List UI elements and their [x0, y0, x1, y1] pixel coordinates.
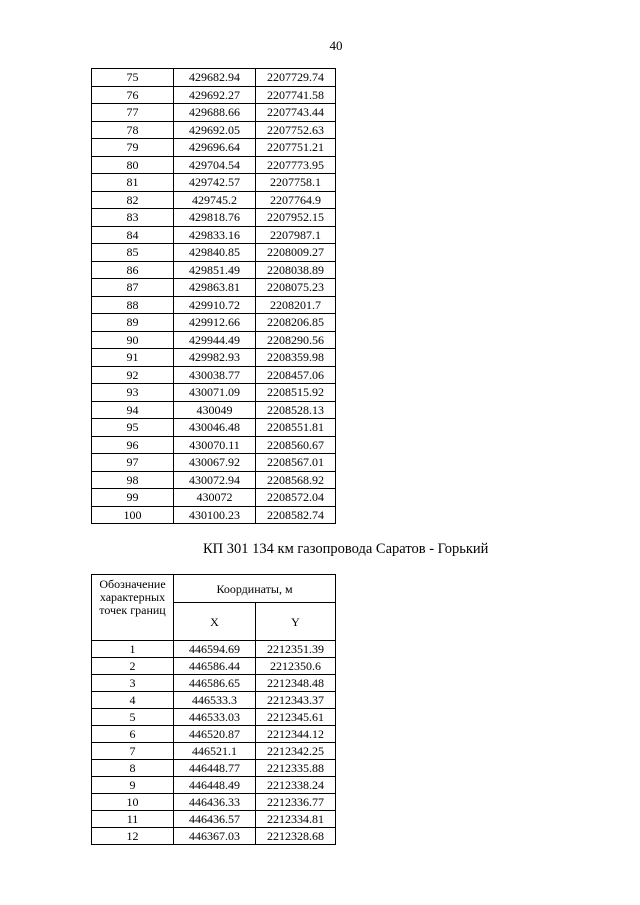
x-coordinate-cell: 446586.44 — [174, 658, 256, 675]
y-coordinate-cell: 2212342.25 — [256, 743, 336, 760]
point-number-cell: 9 — [92, 777, 174, 794]
y-coordinate-cell: 2207758.1 — [256, 174, 336, 192]
point-number-cell: 85 — [92, 244, 174, 262]
point-number-cell: 84 — [92, 226, 174, 244]
x-coordinate-cell: 430100.23 — [174, 506, 256, 524]
y-coordinate-cell: 2208009.27 — [256, 244, 336, 262]
point-number-cell: 2 — [92, 658, 174, 675]
y-coordinate-cell: 2208515.92 — [256, 384, 336, 402]
y-coordinate-cell: 2208038.89 — [256, 261, 336, 279]
point-number-cell: 78 — [92, 121, 174, 139]
point-number-cell: 12 — [92, 828, 174, 845]
table-row — [92, 401, 336, 419]
point-number-cell: 76 — [92, 86, 174, 104]
page-number: 40 — [329, 38, 343, 53]
table-row — [92, 349, 336, 367]
y-coordinate-cell: 2207741.58 — [256, 86, 336, 104]
y-coordinate-cell: 2207751.21 — [256, 139, 336, 157]
y-coordinate-cell: 2212338.24 — [256, 777, 336, 794]
x-coordinate-cell: 429704.54 — [174, 156, 256, 174]
table-row — [92, 156, 336, 174]
point-number-cell: 4 — [92, 692, 174, 709]
y-coordinate-cell: 2207773.95 — [256, 156, 336, 174]
table-row — [92, 777, 336, 794]
point-number-cell: 75 — [92, 69, 174, 87]
y-coordinate-cell: 2208359.98 — [256, 349, 336, 367]
table-row — [92, 314, 336, 332]
x-coordinate-cell: 429692.05 — [174, 121, 256, 139]
table-row — [92, 419, 336, 437]
point-number-cell: 86 — [92, 261, 174, 279]
x-coordinate-cell: 429833.16 — [174, 226, 256, 244]
point-number-cell: 79 — [92, 139, 174, 157]
x-coordinate-cell: 430071.09 — [174, 384, 256, 402]
point-number-cell: 10 — [92, 794, 174, 811]
table-row — [92, 760, 336, 777]
point-number-cell: 6 — [92, 726, 174, 743]
table-row — [92, 692, 336, 709]
y-coordinate-cell: 2208206.85 — [256, 314, 336, 332]
y-coordinate-cell: 2208560.67 — [256, 436, 336, 454]
y-coordinate-cell: 2207952.15 — [256, 209, 336, 227]
x-coordinate-cell: 429682.94 — [174, 69, 256, 87]
y-coordinate-cell: 2207752.63 — [256, 121, 336, 139]
point-number-cell: 88 — [92, 296, 174, 314]
y-coordinate-cell: 2212345.61 — [256, 709, 336, 726]
x-coordinate-cell: 429863.81 — [174, 279, 256, 297]
header-coordinates: Координаты, м — [174, 575, 336, 603]
x-coordinate-cell: 446448.77 — [174, 760, 256, 777]
table-row — [92, 384, 336, 402]
table-bottom-body — [92, 641, 336, 845]
y-coordinate-cell: 2207987.1 — [256, 226, 336, 244]
y-coordinate-cell: 2212344.12 — [256, 726, 336, 743]
y-coordinate-cell: 2212350.6 — [256, 658, 336, 675]
y-coordinate-cell: 2207743.44 — [256, 104, 336, 122]
table-row — [92, 279, 336, 297]
x-coordinate-cell: 430067.92 — [174, 454, 256, 472]
point-number-cell: 97 — [92, 454, 174, 472]
table-row — [92, 191, 336, 209]
y-coordinate-cell: 2208457.06 — [256, 366, 336, 384]
y-coordinate-cell: 2208528.13 — [256, 401, 336, 419]
table-row — [92, 743, 336, 760]
y-coordinate-cell: 2208551.81 — [256, 419, 336, 437]
point-number-cell: 11 — [92, 811, 174, 828]
y-coordinate-cell: 2208201.7 — [256, 296, 336, 314]
y-coordinate-cell: 2207764.9 — [256, 191, 336, 209]
y-coordinate-cell: 2207729.74 — [256, 69, 336, 87]
x-coordinate-cell: 429944.49 — [174, 331, 256, 349]
y-coordinate-cell: 2208572.04 — [256, 489, 336, 507]
table-row — [92, 658, 336, 675]
x-coordinate-cell: 446436.57 — [174, 811, 256, 828]
point-number-cell: 95 — [92, 419, 174, 437]
point-number-cell: 99 — [92, 489, 174, 507]
x-coordinate-cell: 429745.2 — [174, 191, 256, 209]
point-number-cell: 89 — [92, 314, 174, 332]
x-coordinate-cell: 430070.11 — [174, 436, 256, 454]
y-coordinate-cell: 2212334.81 — [256, 811, 336, 828]
table-row — [92, 86, 336, 104]
table-row — [92, 366, 336, 384]
x-coordinate-cell: 446586.65 — [174, 675, 256, 692]
section-title: КП 301 134 км газопровода Саратов - Горький — [203, 541, 489, 557]
header-y: Y — [256, 603, 336, 641]
point-number-cell: 77 — [92, 104, 174, 122]
table-row — [92, 296, 336, 314]
table-row — [92, 209, 336, 227]
table-row — [92, 471, 336, 489]
x-coordinate-cell: 429688.66 — [174, 104, 256, 122]
point-number-cell: 90 — [92, 331, 174, 349]
x-coordinate-cell: 429912.66 — [174, 314, 256, 332]
x-coordinate-cell: 446533.03 — [174, 709, 256, 726]
x-coordinate-cell: 446448.49 — [174, 777, 256, 794]
y-coordinate-cell: 2212343.37 — [256, 692, 336, 709]
y-coordinate-cell: 2208582.74 — [256, 506, 336, 524]
header-x: X — [174, 603, 256, 641]
table-header — [92, 575, 336, 641]
y-coordinate-cell: 2212336.77 — [256, 794, 336, 811]
table-row — [92, 811, 336, 828]
table-row — [92, 174, 336, 192]
x-coordinate-cell: 429742.57 — [174, 174, 256, 192]
point-number-cell: 87 — [92, 279, 174, 297]
y-coordinate-cell: 2208290.56 — [256, 331, 336, 349]
table-row — [92, 436, 336, 454]
table-row — [92, 69, 336, 87]
x-coordinate-cell: 446594.69 — [174, 641, 256, 658]
x-coordinate-cell: 429818.76 — [174, 209, 256, 227]
table-row — [92, 489, 336, 507]
table-row — [92, 828, 336, 845]
point-number-cell: 100 — [92, 506, 174, 524]
x-coordinate-cell: 430046.48 — [174, 419, 256, 437]
header-point-designation: Обозначение характерных точек границ — [92, 575, 174, 641]
x-coordinate-cell: 429692.27 — [174, 86, 256, 104]
point-number-cell: 93 — [92, 384, 174, 402]
point-number-cell: 81 — [92, 174, 174, 192]
table-row — [92, 794, 336, 811]
point-number-cell: 98 — [92, 471, 174, 489]
y-coordinate-cell: 2212328.68 — [256, 828, 336, 845]
x-coordinate-cell: 430072.94 — [174, 471, 256, 489]
point-number-cell: 82 — [92, 191, 174, 209]
table-row — [92, 139, 336, 157]
x-coordinate-cell: 429851.49 — [174, 261, 256, 279]
x-coordinate-cell: 446521.1 — [174, 743, 256, 760]
y-coordinate-cell: 2212335.88 — [256, 760, 336, 777]
table-row — [92, 726, 336, 743]
x-coordinate-cell: 430038.77 — [174, 366, 256, 384]
point-number-cell: 5 — [92, 709, 174, 726]
x-coordinate-cell: 446367.03 — [174, 828, 256, 845]
y-coordinate-cell: 2212348.48 — [256, 675, 336, 692]
table-row — [92, 121, 336, 139]
x-coordinate-cell: 429982.93 — [174, 349, 256, 367]
y-coordinate-cell: 2208567.01 — [256, 454, 336, 472]
point-number-cell: 92 — [92, 366, 174, 384]
table-row — [92, 454, 336, 472]
coordinates-table-continued — [91, 68, 336, 524]
point-number-cell: 7 — [92, 743, 174, 760]
y-coordinate-cell: 2208075.23 — [256, 279, 336, 297]
point-number-cell: 91 — [92, 349, 174, 367]
point-number-cell: 1 — [92, 641, 174, 658]
table-top-body — [92, 69, 336, 524]
x-coordinate-cell: 430049 — [174, 401, 256, 419]
x-coordinate-cell: 446520.87 — [174, 726, 256, 743]
x-coordinate-cell: 429696.64 — [174, 139, 256, 157]
table-row — [92, 331, 336, 349]
x-coordinate-cell: 446436.33 — [174, 794, 256, 811]
table-row — [92, 104, 336, 122]
table-row — [92, 675, 336, 692]
y-coordinate-cell: 2208568.92 — [256, 471, 336, 489]
x-coordinate-cell: 429910.72 — [174, 296, 256, 314]
table-row — [92, 261, 336, 279]
point-number-cell: 83 — [92, 209, 174, 227]
table-row — [92, 244, 336, 262]
table-row — [92, 226, 336, 244]
point-number-cell: 3 — [92, 675, 174, 692]
y-coordinate-cell: 2212351.39 — [256, 641, 336, 658]
table-row — [92, 641, 336, 658]
coordinates-table-kp301 — [91, 574, 336, 845]
point-number-cell: 80 — [92, 156, 174, 174]
point-number-cell: 94 — [92, 401, 174, 419]
x-coordinate-cell: 430072 — [174, 489, 256, 507]
table-row — [92, 709, 336, 726]
x-coordinate-cell: 446533.3 — [174, 692, 256, 709]
point-number-cell: 96 — [92, 436, 174, 454]
table-row — [92, 506, 336, 524]
point-number-cell: 8 — [92, 760, 174, 777]
x-coordinate-cell: 429840.85 — [174, 244, 256, 262]
